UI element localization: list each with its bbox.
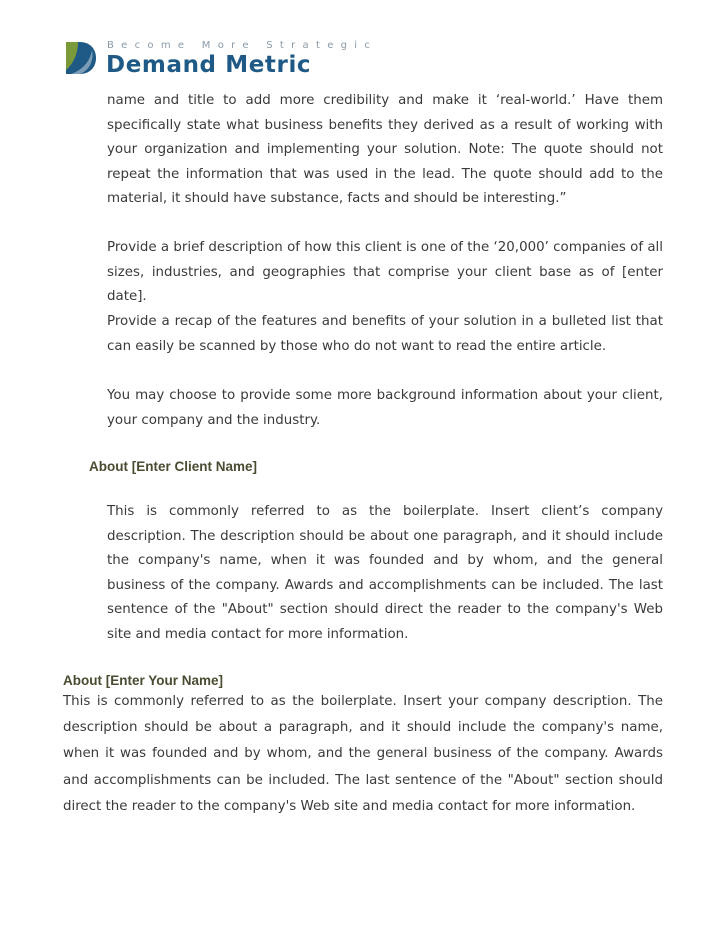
demand-metric-logo bbox=[64, 38, 378, 80]
paragraph-features-recap: Provide a recap of the features and benefits of your solution in a bulleted list that can easily be scanned by those who do not want to read the entire article. bbox=[107, 314, 663, 354]
logo-mark-icon bbox=[64, 40, 98, 76]
paragraph-quote-instructions: name and title to add more credibility and make it ‘real-world.’ Have them specifically state what business benefits they derived as a result of working with your organization and implementing your solution. Note: The quote should not repeat the information that was used in the lead. The quote should add to the material, it should have substance, facts and should be interesting.” bbox=[107, 93, 663, 206]
logo-brand-name: Demand Metric bbox=[106, 52, 312, 78]
heading-about-client: About [Enter Client Name] bbox=[89, 459, 258, 474]
paragraph-about-you: This is commonly referred to as the boilerplate. Insert your company description. The description should be about a paragraph, and it should include the company's name, when it was founded and by whom, and the general business of the company. Awards and accomplishments can be included. The last sentence of the "About" section should direct the reader to the company's Web site and media contact for more information. bbox=[63, 694, 663, 814]
heading-about-you: About [Enter Your Name] bbox=[63, 673, 224, 688]
logo-tagline: Become More Strategic bbox=[107, 40, 378, 51]
paragraph-about-client: This is commonly referred to as the boilerplate. Insert client’s company description. The description should be about one paragraph, and it should include the company's name, when it was founded and by whom, and the general business of the company. Awards and accomplishments can be included. The last sentence of the "About" section should direct the reader to the company's Web site and media contact for more information. bbox=[107, 504, 663, 642]
paragraph-background-info: You may choose to provide some more background information about your client, your company and the industry. bbox=[107, 388, 663, 428]
paragraph-client-description: Provide a brief description of how this client is one of the ‘20,000’ companies of all sizes, industries, and geographies that comprise your client base as of [enter date]. bbox=[107, 240, 663, 304]
